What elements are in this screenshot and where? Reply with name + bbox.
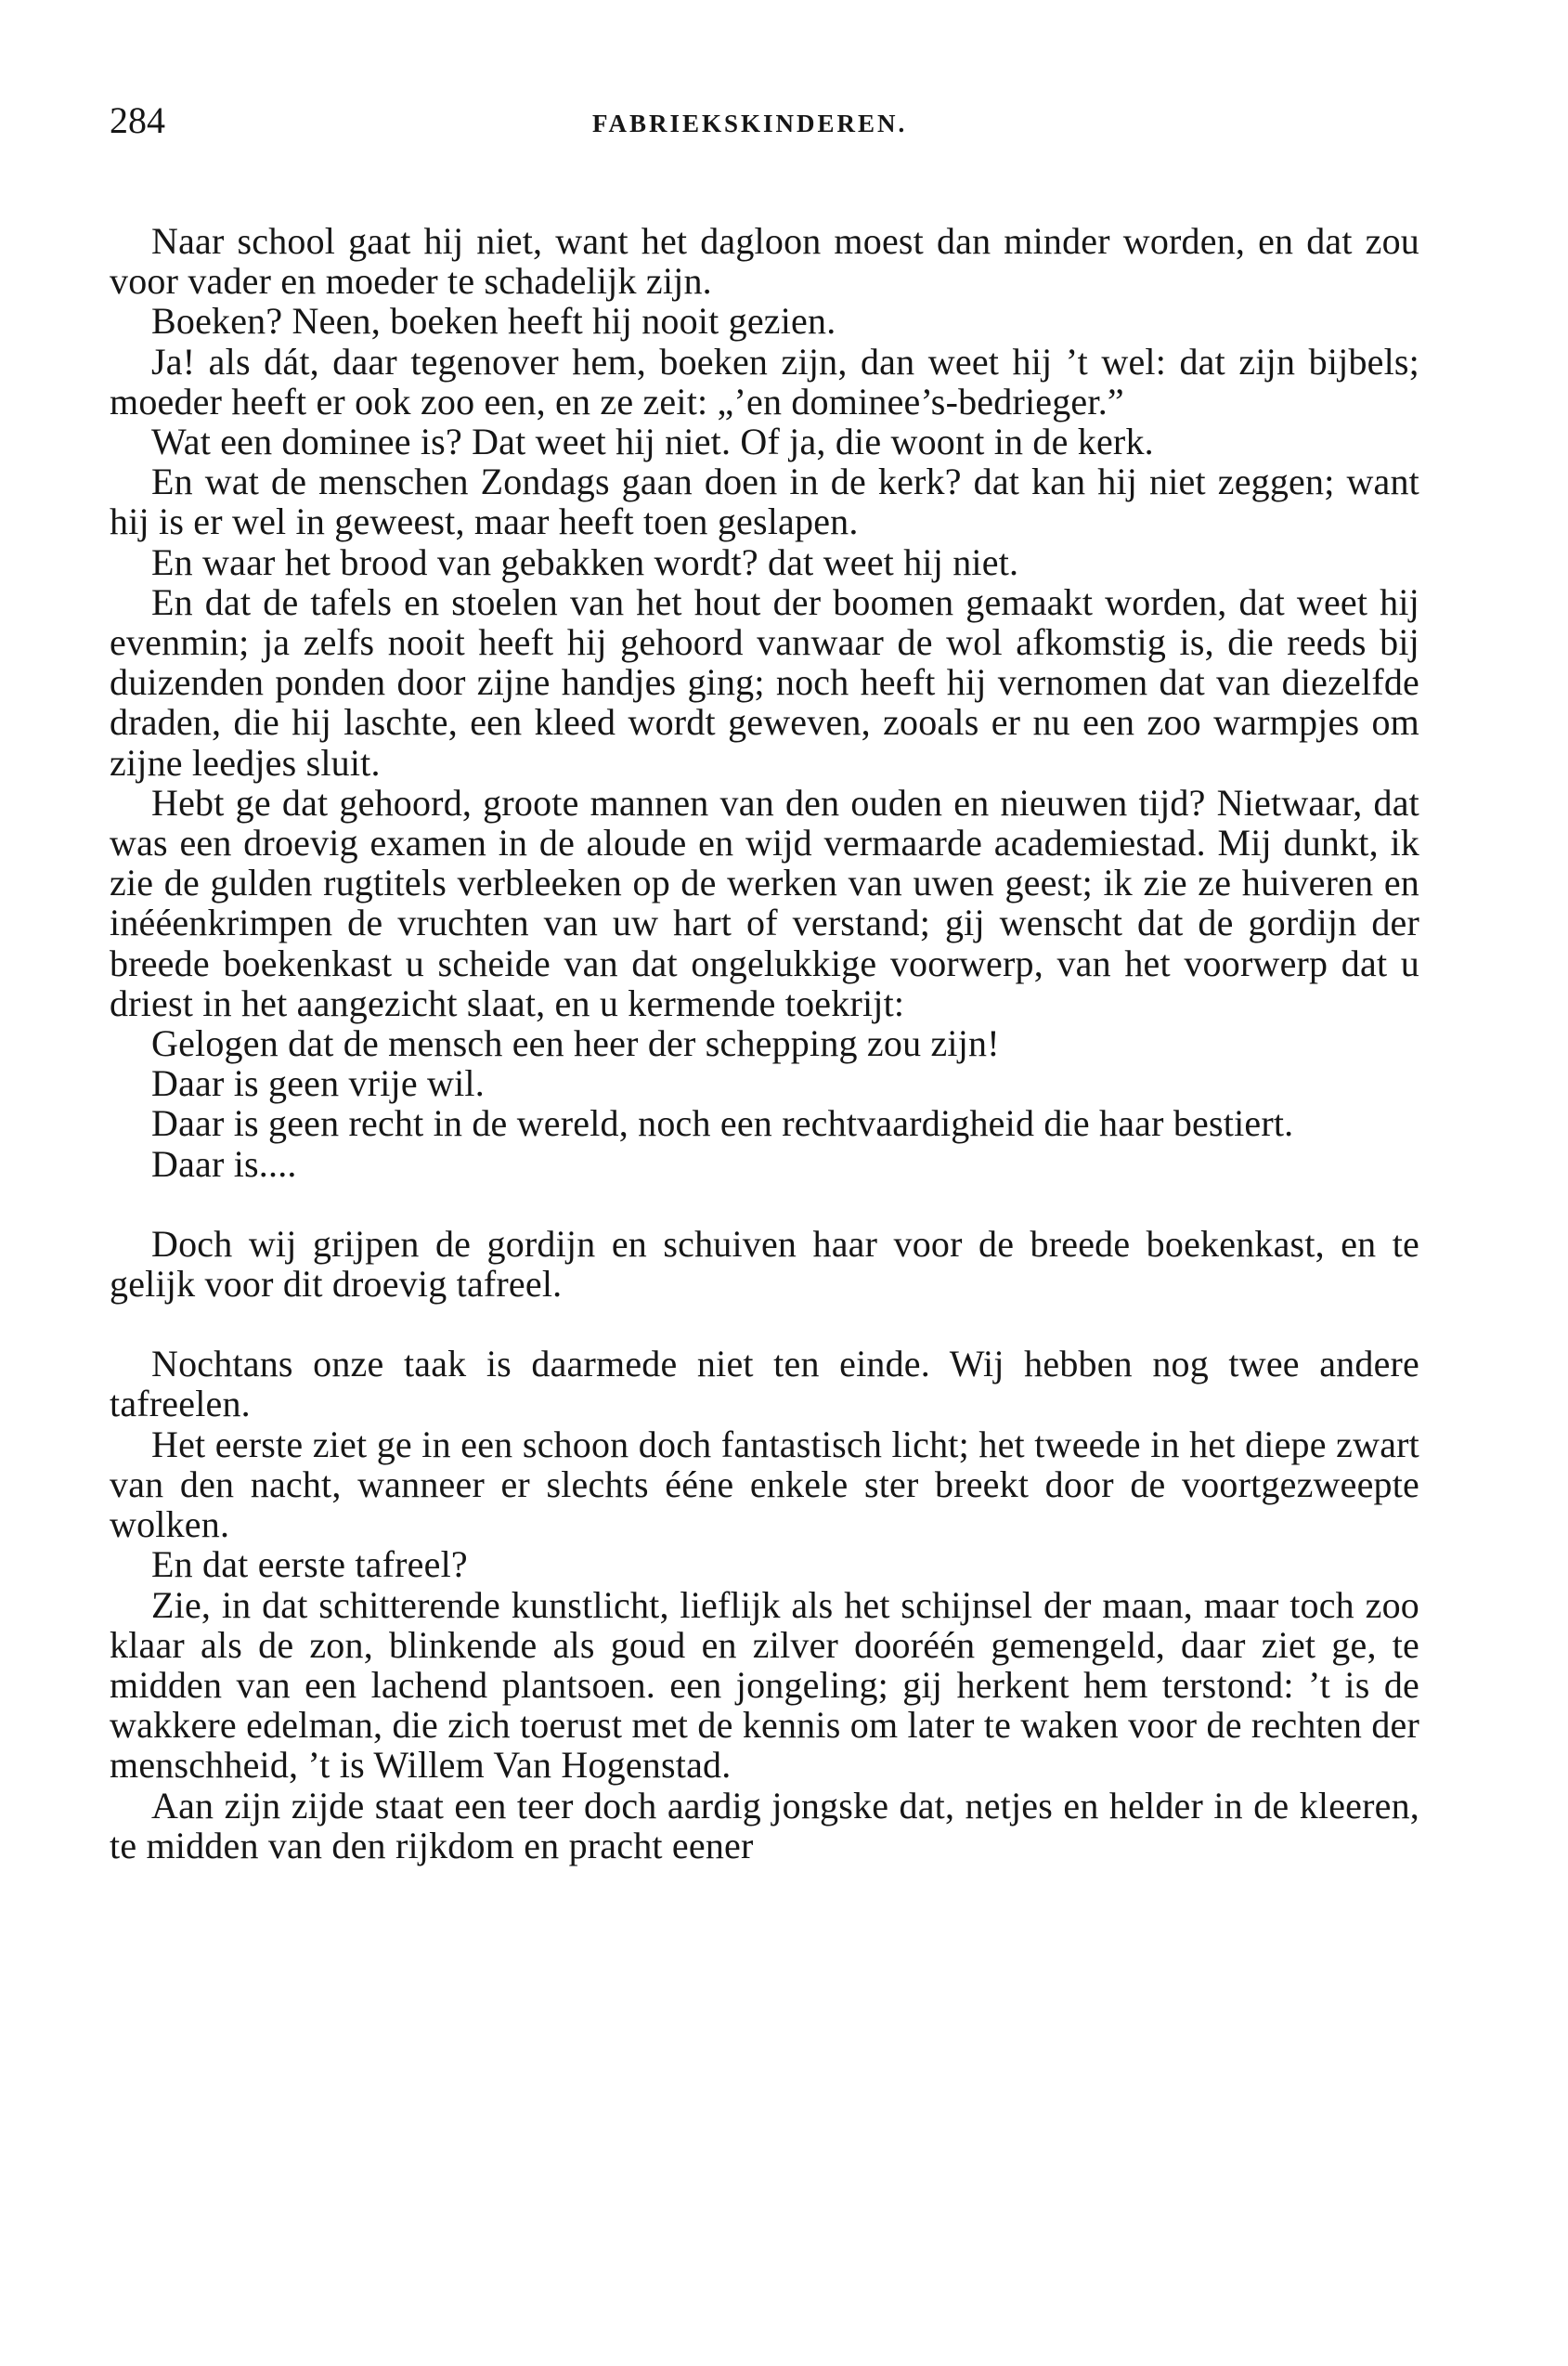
paragraph: Doch wij grijpen de gordijn en schuiven haar voor de breede boekenkast, en te gelijk voor dit droevig tafreel. [110, 1222, 1419, 1306]
paragraph: Zie, in dat schitterende kunstlicht, lieflijk als het schijnsel der maan, maar toch zoo klaar als de zon, blinkende als goud en zilver dooréén gemengeld, daar ziet ge, te midden van een lachend plantsoen. een jongeling; gij herkent hem terstond: ’t is de wakkere edelman, die zich toerust met de kennis om later te waken voor de rechten der menschheid, ’t is Willem Van Hogenstad. [110, 1583, 1419, 1787]
paragraph: Wat een dominee is? Dat weet hij niet. Of ja, die woont in de kerk. [151, 421, 1154, 463]
paragraph: Aan zijn zijde staat een teer doch aardig jongske dat, netjes en helder in de kleeren, te midden van den rijkdom en pracht eener [110, 1784, 1419, 1866]
running-head: FABRIEKSKINDEREN. [592, 110, 908, 137]
paragraph: Daar is geen vrije wil. [151, 1062, 485, 1105]
paragraph: Daar is geen recht in de wereld, noch een rechtvaardigheid die haar bestiert. [151, 1102, 1294, 1145]
page-header [110, 93, 1419, 149]
paragraph: En waar het brood van gebakken wordt? dat weet hij niet. [151, 540, 1019, 583]
paragraph: En dat de tafels en stoelen van het hout der boomen gemaakt worden, dat weet hij evenmin; ja zelfs nooit heeft hij gehoord vanwaar de wol afkomstig is, die reeds bij duizenden ponden door zijne handjes ging; noch heeft hij vernomen dat van diezelfde draden, die hij laschte, een kleed wordt geweven, zooals er nu een zoo warmpjes om zijne leedjes sluit. [110, 580, 1419, 784]
paragraph: Hebt ge dat gehoord, groote mannen van den ouden en nieuwen tijd? Nietwaar, dat was een droevig examen in de aloude en wijd vermaarde academiestad. Mij dunkt, ik zie de gulden rugtitels verbleeken op de werken van uwen geest; ik zie ze huiveren en inééenkrimpen de vruchten van uw hart of verstand; gij wenscht dat de gordijn der breede boekenkast u scheide van dat ongelukkige voorwerp, van het voorwerp dat u driest in het aangezicht slaat, en u kermende toekrijt: [110, 781, 1419, 1024]
paragraph: Het eerste ziet ge in een schoon doch fantastisch licht; het tweede in het diepe zwart van den nacht, wanneer er slechts ééne enkele ster breekt door de voortgezweepte wolken. [110, 1423, 1419, 1546]
paragraph: Nochtans onze taak is daarmede niet ten einde. Wij hebben nog twee andere tafreelen. [110, 1343, 1419, 1425]
paragraph: En dat eerste tafreel? [151, 1543, 468, 1586]
paragraph: Daar is.... [151, 1142, 297, 1185]
body-text [110, 221, 1419, 1866]
paragraph: Gelogen dat de mensch een heer der schepping zou zijn! [151, 1022, 1000, 1065]
paragraph: Boeken? Neen, boeken heeft hij nooit gezien. [151, 300, 836, 343]
page-number: 284 [110, 99, 165, 141]
paragraph: Ja! als dát, daar tegenover hem, boeken zijn, dan weet hij ’t wel: dat zijn bijbels; moeder heeft er ook zoo een, en ze zeit: „’en dominee’s-bedrieger.” [110, 340, 1419, 422]
paragraph: En wat de menschen Zondags gaan doen in de kerk? dat kan hij niet zeggen; want hij is er wel in geweest, maar heeft toen geslapen. [110, 461, 1419, 543]
paragraph: Naar school gaat hij niet, want het dagloon moest dan minder worden, en dat zou voor vader en moeder te schadelijk zijn. [110, 220, 1419, 303]
